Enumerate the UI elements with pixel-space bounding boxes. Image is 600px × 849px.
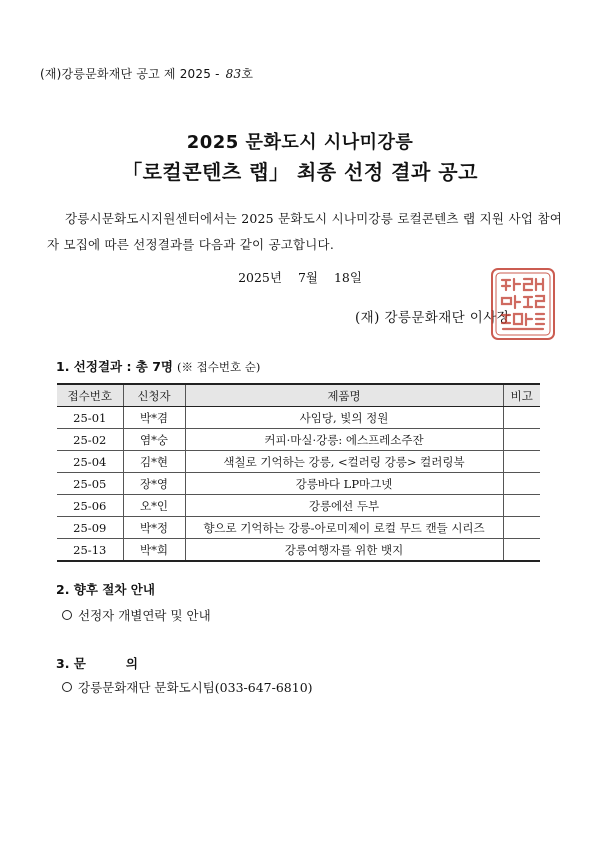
section3-label-end: 의	[125, 656, 138, 671]
cell-applicant: 염*숭	[123, 429, 185, 451]
table-row	[57, 429, 540, 451]
cell-product-name: 색칠로 기억하는 강릉, <컬러링 강릉> 컬러링북	[185, 451, 503, 473]
next-steps-item	[62, 606, 211, 624]
table-row	[57, 517, 540, 539]
date-day: 18일	[333, 270, 362, 285]
table-row	[57, 539, 540, 562]
cell-remarks	[503, 473, 540, 495]
date-month: 7월	[297, 270, 318, 285]
section1-note: (※ 접수번호 순)	[177, 360, 261, 374]
notice-number-suffix: 호	[241, 67, 254, 81]
cell-applicant: 김*현	[123, 451, 185, 473]
header-remarks: 비고	[503, 384, 540, 407]
table-row	[57, 451, 540, 473]
cell-receipt-no: 25-02	[57, 429, 123, 451]
cell-product-name: 강릉에선 두부	[185, 495, 503, 517]
section-selection-results	[56, 357, 260, 375]
table-header-row	[57, 384, 540, 407]
cell-product-name: 강릉바다 LP마그넷	[185, 473, 503, 495]
inquiry-item	[62, 678, 313, 696]
issuer-name: (재) 강릉문화재단 이사장	[355, 310, 511, 326]
cell-receipt-no: 25-04	[57, 451, 123, 473]
cell-remarks	[503, 539, 540, 562]
cell-remarks	[503, 451, 540, 473]
cell-receipt-no: 25-01	[57, 407, 123, 429]
cell-applicant: 박*정	[123, 517, 185, 539]
bullet-circle-icon	[62, 610, 72, 620]
document-title-line1: 2025 문화도시 시나미강릉	[186, 132, 414, 153]
cell-remarks	[503, 517, 540, 539]
notice-number-prefix: (재)강릉문화재단 공고 제 2025 -	[40, 67, 220, 81]
header-product-name: 제품명	[185, 384, 503, 407]
table-row	[57, 495, 540, 517]
cell-applicant: 박*겸	[123, 407, 185, 429]
cell-receipt-no: 25-09	[57, 517, 123, 539]
notice-number-handwritten: 83	[225, 67, 242, 81]
section3-label-num: 3. 문	[56, 656, 86, 671]
notice-number	[40, 65, 253, 82]
cell-remarks	[503, 407, 540, 429]
table-row	[57, 473, 540, 495]
announcement-body: 강릉시문화도시지원센터에서는 2025 문화도시 시나미강릉 로컬콘텐츠 랩 지원 사업 참여자 모집에 따른 선정결과를 다음과 같이 공고합니다.	[47, 211, 562, 252]
cell-product-name: 커피·마실·강릉: 에스프레소주잔	[185, 429, 503, 451]
section-inquiry-heading	[56, 654, 138, 672]
cell-receipt-no: 25-05	[57, 473, 123, 495]
header-applicant: 신청자	[123, 384, 185, 407]
section-next-steps-heading: 2. 향후 절차 안내	[56, 582, 155, 597]
document-title-line2: 「로컬콘텐츠 랩」 최종 선정 결과 공고	[122, 160, 478, 184]
header-receipt-no: 접수번호	[57, 384, 123, 407]
selection-results-table	[57, 383, 540, 562]
cell-remarks	[503, 495, 540, 517]
section1-label: 1. 선정결과 : 총 7명	[56, 359, 173, 374]
inquiry-contact-text: 강릉문화재단 문화도시팀(033-647-6810)	[78, 680, 313, 695]
table-row	[57, 407, 540, 429]
cell-remarks	[503, 429, 540, 451]
cell-receipt-no: 25-06	[57, 495, 123, 517]
cell-product-name: 강릉여행자를 위한 뱃지	[185, 539, 503, 562]
cell-applicant: 오*인	[123, 495, 185, 517]
next-steps-text: 선정자 개별연락 및 안내	[78, 608, 211, 623]
cell-applicant: 박*희	[123, 539, 185, 562]
cell-product-name: 사임당, 빛의 정원	[185, 407, 503, 429]
cell-product-name: 향으로 기억하는 강릉-아로미제이 로컬 무드 캔들 시리즈	[185, 517, 503, 539]
official-seal-stamp	[489, 266, 557, 342]
cell-applicant: 장*영	[123, 473, 185, 495]
date-year: 2025년	[238, 270, 282, 285]
cell-receipt-no: 25-13	[57, 539, 123, 562]
bullet-circle-icon	[62, 682, 72, 692]
